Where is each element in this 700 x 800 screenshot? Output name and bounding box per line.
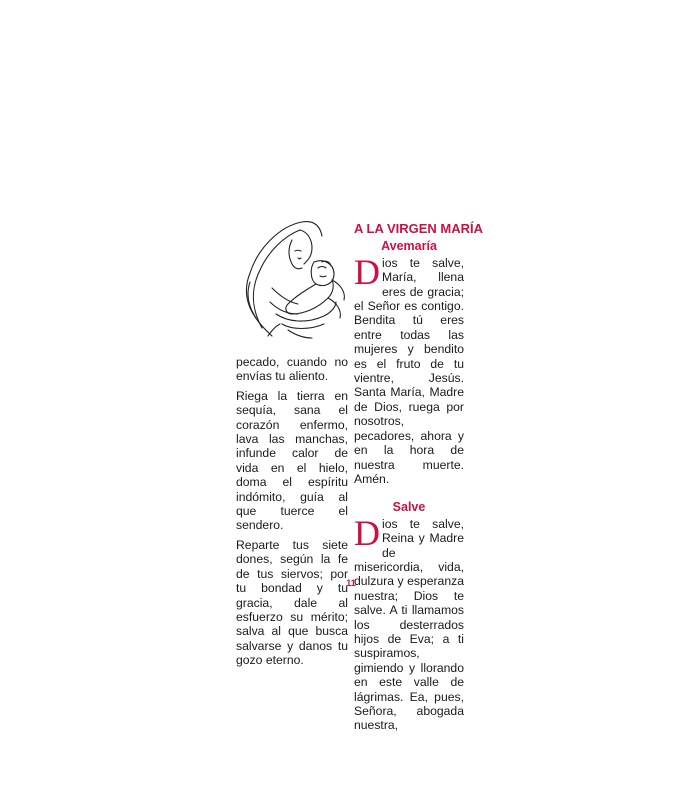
virgin-and-child-illustration: [232, 218, 352, 343]
drop-cap-initial: D: [354, 512, 380, 553]
prayer-salve: [354, 512, 464, 733]
prayer-text: ios te salve, Reina y Madre de misericordia, vida, dulzura y esperanza nuestra; Dios te salve. A ti llamamos los desterrados hijos de Eva; a ti suspiramos, gimiendo y llorando en este valle de lágrimas. Ea, pues, Señora, abogada nuestra,: [354, 516, 464, 733]
prayer-paragraph-continuation: pecado, cuando no envías tu aliento.: [236, 355, 348, 384]
section-title: A LA VIRGEN MARÍA: [354, 221, 484, 236]
left-text-column: [236, 355, 348, 673]
drop-cap-initial: D: [354, 251, 380, 292]
page-number: 11: [346, 578, 356, 588]
prayer-text: ios te salve, María, llena eres de gracia; el Señor es contigo. Bendita tú eres entre todas las mujeres y bendito es el fruto de tu vientre, Jesús. Santa María, Madre de Dios, ruega por nosotros, pecadores, ahora y en la hora de nuestra muerte. Amén.: [354, 255, 464, 486]
prayer-avemaria: [354, 251, 464, 487]
right-text-column: [354, 221, 484, 738]
prayer-paragraph: Reparte tus siete dones, según la fe de tus siervos; por tu bondad y tu gracia, dale al esfuerzo su mérito; salva al que busca salvarse y danos tu gozo eterno.: [236, 537, 348, 668]
prayer-heading-salve: Salve: [392, 500, 426, 515]
prayer-heading-avemaria: Avemaría: [381, 239, 437, 254]
prayer-paragraph: Riega la tierra en sequía, sana el corazón enfermo, lava las manchas, infunde calor de vida en el hielo, doma el espíritu indómito, guía al que tuerce el sendero.: [236, 388, 348, 533]
